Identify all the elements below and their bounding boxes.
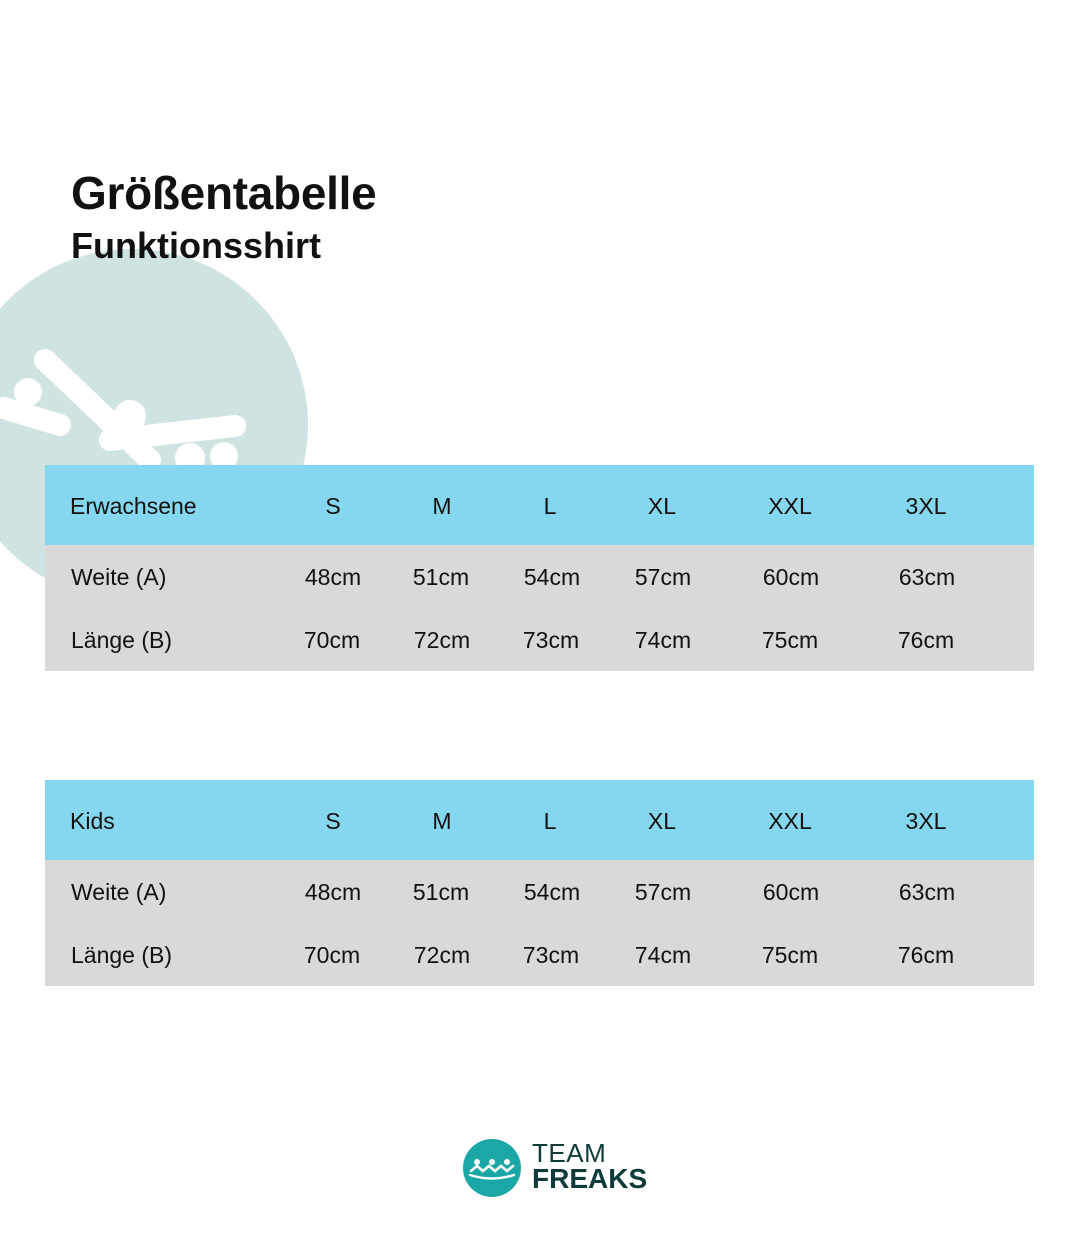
table-cell: 60cm (762, 564, 820, 590)
table-cell: 70cm (303, 627, 361, 653)
size-header: 3XL (905, 493, 947, 519)
table-cell: 75cm (761, 942, 819, 968)
page-title: Größentabelle (71, 167, 377, 219)
table-header-row (45, 465, 1034, 545)
table-body (45, 545, 1034, 671)
size-header: M (432, 808, 452, 834)
team-freaks-logo (462, 1138, 648, 1198)
table-header-row (45, 780, 1034, 860)
team-freaks-logo-icon (462, 1138, 522, 1198)
logo-text-freaks: FREAKS (532, 1163, 648, 1194)
size-header: XL (647, 493, 677, 519)
table-cell: 75cm (761, 627, 819, 653)
size-header: M (432, 493, 452, 519)
table-cell: 63cm (898, 564, 956, 590)
table-cell: 73cm (522, 627, 580, 653)
row-label-length: Länge (B) (71, 942, 173, 968)
size-header: L (543, 493, 557, 519)
table-cell: 73cm (522, 942, 580, 968)
row-label-width: Weite (A) (71, 564, 167, 590)
page-subtitle: Funktionsshirt (71, 225, 321, 266)
table-group-label: Erwachsene (70, 493, 197, 519)
table-cell: 54cm (523, 564, 581, 590)
size-header: XXL (768, 808, 812, 834)
table-cell: 57cm (634, 879, 692, 905)
table-cell: 60cm (762, 879, 820, 905)
logo-text-team: TEAM (532, 1138, 607, 1168)
table-cell: 63cm (898, 879, 956, 905)
size-header: 3XL (905, 808, 947, 834)
table-group-label: Kids (70, 808, 115, 834)
size-table-adults (45, 465, 1034, 671)
size-header: S (325, 808, 341, 834)
table-cell: 51cm (412, 879, 470, 905)
table-body (45, 860, 1034, 986)
size-header: L (543, 808, 557, 834)
table-cell: 74cm (634, 627, 692, 653)
table-cell: 57cm (634, 564, 692, 590)
table-cell: 48cm (304, 564, 362, 590)
size-header: XL (647, 808, 677, 834)
logo-wordmark (532, 1140, 647, 1192)
table-cell: 76cm (897, 627, 955, 653)
table-cell: 54cm (523, 879, 581, 905)
table-cell: 76cm (897, 942, 955, 968)
size-table-kids (45, 780, 1034, 986)
table-cell: 48cm (304, 879, 362, 905)
table-cell: 70cm (303, 942, 361, 968)
size-header: S (325, 493, 341, 519)
table-cell: 51cm (412, 564, 470, 590)
size-header: XXL (768, 493, 812, 519)
table-cell: 74cm (634, 942, 692, 968)
table-cell: 72cm (413, 627, 471, 653)
row-label-length: Länge (B) (71, 627, 173, 653)
row-label-width: Weite (A) (71, 879, 167, 905)
table-cell: 72cm (413, 942, 471, 968)
